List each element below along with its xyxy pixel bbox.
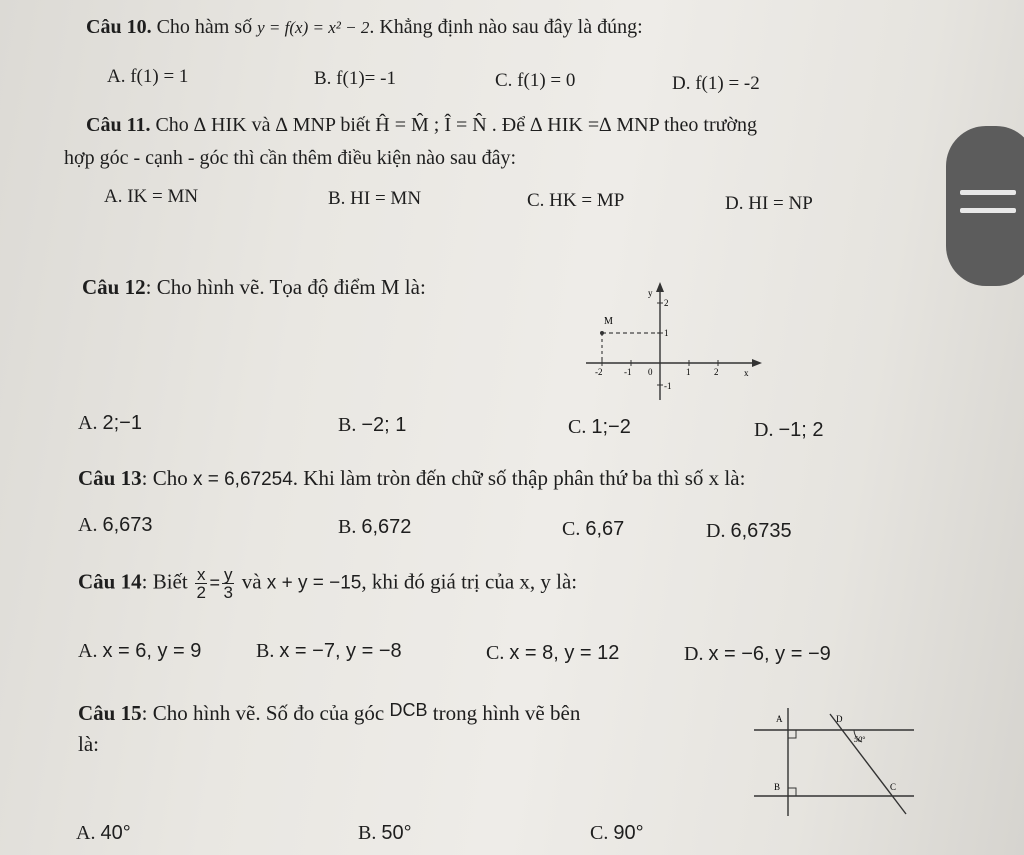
question-14-option-c[interactable] xyxy=(486,642,619,665)
question-15-angle: DCB xyxy=(389,700,428,720)
label-b: B xyxy=(774,782,781,792)
question-13-option-a[interactable] xyxy=(78,514,153,537)
geometry-figure xyxy=(746,702,926,822)
question-13-option-d[interactable] xyxy=(706,520,792,543)
tick-x-neg1: -1 xyxy=(624,367,632,377)
question-13-option-c[interactable] xyxy=(562,518,624,541)
tick-y-2: 2 xyxy=(664,298,669,308)
question-15-text-before: : Cho hình vẽ. Số đo của góc xyxy=(141,701,390,725)
option-value: −2; 1 xyxy=(361,414,407,436)
option-letter: A. xyxy=(78,412,98,434)
question-10-option-d[interactable]: D. f(1) = -2 xyxy=(672,73,760,94)
question-11-option-a[interactable]: A. IK = MN xyxy=(104,186,199,207)
question-12-text: : Cho hình vẽ. Tọa độ điểm M là: xyxy=(145,275,426,299)
option-letter: D. xyxy=(754,419,774,441)
equals-sign: = xyxy=(209,572,220,593)
label-c: C xyxy=(890,782,897,792)
question-10-option-a[interactable]: A. f(1) = 1 xyxy=(107,66,189,87)
option-value: x = 6, y = 9 xyxy=(102,640,202,662)
option-letter: B. xyxy=(338,516,357,538)
option-letter: D. xyxy=(684,643,704,665)
option-letter: C. xyxy=(562,518,581,540)
question-11-line2: hợp góc - cạnh - góc thì cần thêm điều kiện nào sau đây: xyxy=(64,147,517,169)
option-letter: A. xyxy=(78,640,98,662)
question-10-label: Câu 10. xyxy=(86,16,152,38)
question-12-option-a[interactable] xyxy=(78,412,142,435)
question-13-label: Câu 13 xyxy=(78,466,142,490)
question-11-option-d[interactable]: D. HI = NP xyxy=(725,193,813,214)
question-14-text-mid: và xyxy=(236,569,267,594)
tick-x-neg2: -2 xyxy=(595,367,603,377)
option-value: 1;−2 xyxy=(591,416,631,438)
angle-50-label: 50° xyxy=(854,735,866,744)
question-10 xyxy=(86,16,643,39)
option-value: 90° xyxy=(613,822,644,844)
question-10-option-c[interactable]: C. f(1) = 0 xyxy=(495,70,576,91)
handle-grip-line-top xyxy=(960,190,1016,195)
handle-grip-line-bottom xyxy=(960,208,1016,213)
tick-x-1: 1 xyxy=(686,367,691,377)
drag-handle[interactable] xyxy=(946,126,1024,286)
question-15-label: Câu 15 xyxy=(78,701,142,725)
option-value: 40° xyxy=(100,822,131,844)
question-14-label: Câu 14 xyxy=(78,569,142,594)
question-15 xyxy=(78,700,580,726)
option-letter: B. xyxy=(256,640,275,662)
question-13-text-before: : Cho xyxy=(141,466,193,490)
question-10-formula: y = f(x) = x² − 2 xyxy=(257,18,370,37)
question-10-option-b[interactable]: B. f(1)= -1 xyxy=(314,68,396,89)
option-letter: B. xyxy=(358,822,377,844)
label-d: D xyxy=(836,714,843,724)
option-letter: B. xyxy=(338,414,357,436)
question-15-option-c[interactable] xyxy=(590,822,644,845)
option-value: 50° xyxy=(381,822,412,844)
question-14-text-after: , khi đó giá trị của x, y là: xyxy=(361,569,578,594)
y-axis-label: y xyxy=(648,288,653,298)
option-letter: A. xyxy=(78,514,98,536)
option-letter: A. xyxy=(76,822,96,844)
question-11-label: Câu 11. xyxy=(86,114,151,136)
option-value: 6,673 xyxy=(102,514,153,536)
option-value: 6,672 xyxy=(361,516,412,538)
option-letter: C. xyxy=(568,416,587,438)
question-14-formula: x + y = −15 xyxy=(266,572,362,594)
coordinate-figure xyxy=(580,280,780,410)
question-12-option-c[interactable] xyxy=(568,416,631,439)
question-15-option-a[interactable] xyxy=(76,822,131,845)
question-12-option-b[interactable] xyxy=(338,414,406,437)
question-12 xyxy=(82,275,426,300)
question-11-option-b[interactable]: B. HI = MN xyxy=(328,188,422,209)
question-15-text-after: trong hình vẽ bên xyxy=(427,701,581,725)
option-value: 6,6735 xyxy=(730,520,792,542)
option-value: 6,67 xyxy=(585,518,625,540)
question-13-text-after: . Khi làm tròn đến chữ số thập phân thứ ba thì số x là: xyxy=(292,466,746,490)
question-14-option-a[interactable] xyxy=(78,640,201,663)
question-13-option-b[interactable] xyxy=(338,516,411,539)
question-10-text-after: . Khẳng định nào sau đây là đúng: xyxy=(369,16,643,38)
option-value: 2;−1 xyxy=(102,412,142,434)
question-15-line2: là: xyxy=(78,732,99,756)
question-11-option-c[interactable]: C. HK = MP xyxy=(527,190,625,211)
option-value: x = −7, y = −8 xyxy=(279,640,402,662)
option-letter: D. xyxy=(706,520,726,542)
tick-y-1: 1 xyxy=(664,328,669,338)
point-m-label: M xyxy=(604,316,613,327)
option-value: x = 8, y = 12 xyxy=(509,642,620,664)
question-12-label: Câu 12 xyxy=(82,275,146,299)
question-11-line1: Cho ∆ HIK và ∆ MNP biết Ĥ = M̂ ; Î = N̂ . Để ∆ HIK =∆ MNP theo trường xyxy=(150,114,758,136)
tick-x-2: 2 xyxy=(714,367,719,377)
option-value: x = −6, y = −9 xyxy=(708,643,831,665)
question-13 xyxy=(78,466,745,491)
question-14-text-before: : Biết xyxy=(141,569,193,594)
tick-y-neg1: -1 xyxy=(664,381,672,391)
question-15-option-b[interactable] xyxy=(358,822,412,845)
tick-x-0: 0 xyxy=(648,367,653,377)
question-14 xyxy=(78,566,577,601)
label-a: A xyxy=(776,714,783,724)
question-14-option-d[interactable] xyxy=(684,643,831,666)
option-letter: C. xyxy=(486,642,505,664)
question-12-option-d[interactable] xyxy=(754,419,824,442)
option-value: −1; 2 xyxy=(778,419,824,441)
question-10-text-before: Cho hàm số xyxy=(151,16,258,38)
question-13-formula: x = 6,67254 xyxy=(192,469,293,490)
fraction-y-over-3: $\frac{y}{3}$ xyxy=(223,565,233,602)
question-14-option-b[interactable] xyxy=(256,640,402,663)
option-letter: C. xyxy=(590,822,609,844)
fraction-x-over-2: $\frac{x}{2}$ xyxy=(196,565,206,602)
question-11 xyxy=(86,114,757,137)
x-axis-label: x xyxy=(744,368,749,378)
